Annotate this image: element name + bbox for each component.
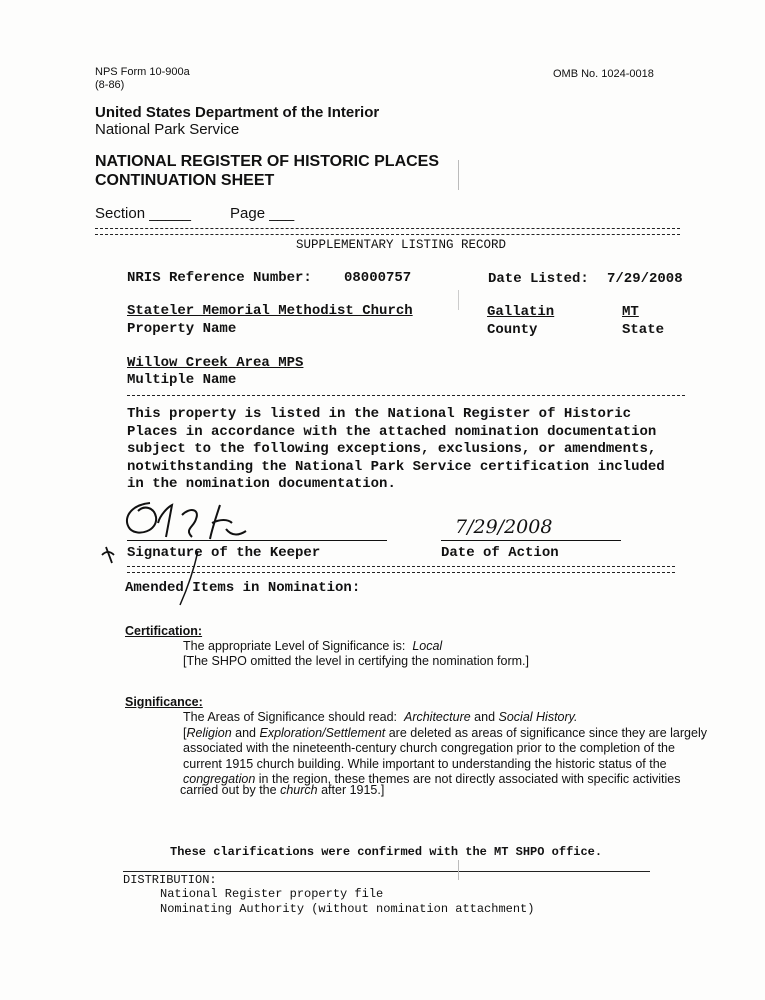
listing-statement <box>127 406 665 494</box>
scan-fold-mark <box>458 160 459 190</box>
significance-area: Architecture <box>403 710 471 724</box>
distribution-label: DISTRIBUTION: <box>123 873 217 887</box>
listing-statement-line: Places in accordance with the attached nomination documentation <box>127 423 657 440</box>
certification-heading: Certification: <box>125 624 203 638</box>
significance-area: Social History. <box>498 710 578 724</box>
action-date-label: Date of Action <box>441 545 559 561</box>
action-date-handwritten: 7/29/2008 <box>455 516 553 538</box>
significance-text: carried out by the <box>180 783 277 797</box>
significance-line: associated with the nineteenth-century church congregation prior to the completion of the <box>183 741 675 755</box>
significance-text: and <box>235 725 256 740</box>
significance-last-line <box>180 783 384 797</box>
significance-text: in the region, these themes are not directly associated with specific activities <box>258 772 681 786</box>
significance-line <box>183 726 707 742</box>
significance-emphasis: church <box>280 783 318 797</box>
service-name: National Park Service <box>95 121 240 138</box>
record-dash-rule <box>127 395 685 396</box>
county-value: Gallatin <box>487 304 555 320</box>
record-heading: SUPPLEMENTARY LISTING RECORD <box>296 238 507 252</box>
department-name: United States Department of the Interior <box>95 104 380 121</box>
scan-fold-mark <box>458 290 459 310</box>
clarification-note: These clarifications were confirmed with the MT SHPO office. <box>170 845 603 859</box>
significance-emphasis: congregation <box>183 772 256 786</box>
significance-area: Religion <box>186 725 232 740</box>
form-date: (8-86) <box>95 79 125 91</box>
action-date-line <box>441 540 621 541</box>
significance-body <box>183 710 707 788</box>
significance-heading: Significance: <box>125 695 203 709</box>
state-label: State <box>622 322 665 338</box>
signature-line <box>127 540 387 541</box>
date-listed-label: Date Listed: <box>488 271 589 287</box>
omb-number: OMB No. 1024-0018 <box>553 68 654 80</box>
distribution-item: National Register property file <box>160 887 384 901</box>
nris-label: NRIS Reference Number: <box>127 270 312 286</box>
amended-items-label: Amended Items in Nomination: <box>125 580 361 596</box>
significance-text: after 1915.] <box>321 783 385 797</box>
page-field: Page ___ <box>230 205 295 222</box>
property-name-label: Property Name <box>127 321 237 337</box>
significance-text: and <box>474 710 496 724</box>
significance-text: are deleted as areas of significance since they are largely <box>388 725 707 740</box>
listing-statement-line: This property is listed in the National Register of Historic <box>127 406 632 422</box>
listing-statement-line: in the nomination documentation. <box>127 476 396 492</box>
section-field: Section _____ <box>95 205 191 222</box>
scan-fold-mark <box>458 860 459 880</box>
form-number: NPS Form 10-900a <box>95 66 190 78</box>
header-double-rule <box>95 228 680 235</box>
significance-line <box>183 710 707 726</box>
listing-statement-line: notwithstanding the National Park Service certification included <box>127 458 665 475</box>
nris-value: 08000757 <box>344 270 412 286</box>
signature-label: Signature of the Keeper <box>127 545 321 561</box>
certification-note: [The SHPO omitted the level in certifying the nomination form.] <box>183 654 529 668</box>
significance-line: current 1915 church building. While important to understanding the historic status of the <box>183 756 667 771</box>
significance-text: [ <box>183 725 187 740</box>
property-name-value: Stateler Memorial Methodist Church <box>127 303 413 319</box>
continuation-title: CONTINUATION SHEET <box>95 172 275 189</box>
multiple-name-label: Multiple Name <box>127 372 237 388</box>
multiple-name-value: Willow Creek Area MPS <box>127 355 304 371</box>
listing-statement-line: subject to the following exceptions, exclusions, or amendments, <box>127 441 657 457</box>
county-label: County <box>487 322 538 338</box>
certification-level-value: Local <box>412 639 443 653</box>
certification-level-text: The appropriate Level of Significance is: <box>183 639 406 653</box>
register-title: NATIONAL REGISTER OF HISTORIC PLACES <box>95 153 440 170</box>
significance-area: Exploration/Settlement <box>259 725 386 740</box>
significance-text: The Areas of Significance should read: <box>183 710 398 724</box>
certification-level <box>183 639 442 653</box>
state-value: MT <box>622 304 639 320</box>
distribution-rule <box>123 871 650 872</box>
amended-double-rule <box>127 566 675 573</box>
distribution-item: Nominating Authority (without nomination attachment) <box>160 902 535 916</box>
date-listed-value: 7/29/2008 <box>607 271 683 287</box>
